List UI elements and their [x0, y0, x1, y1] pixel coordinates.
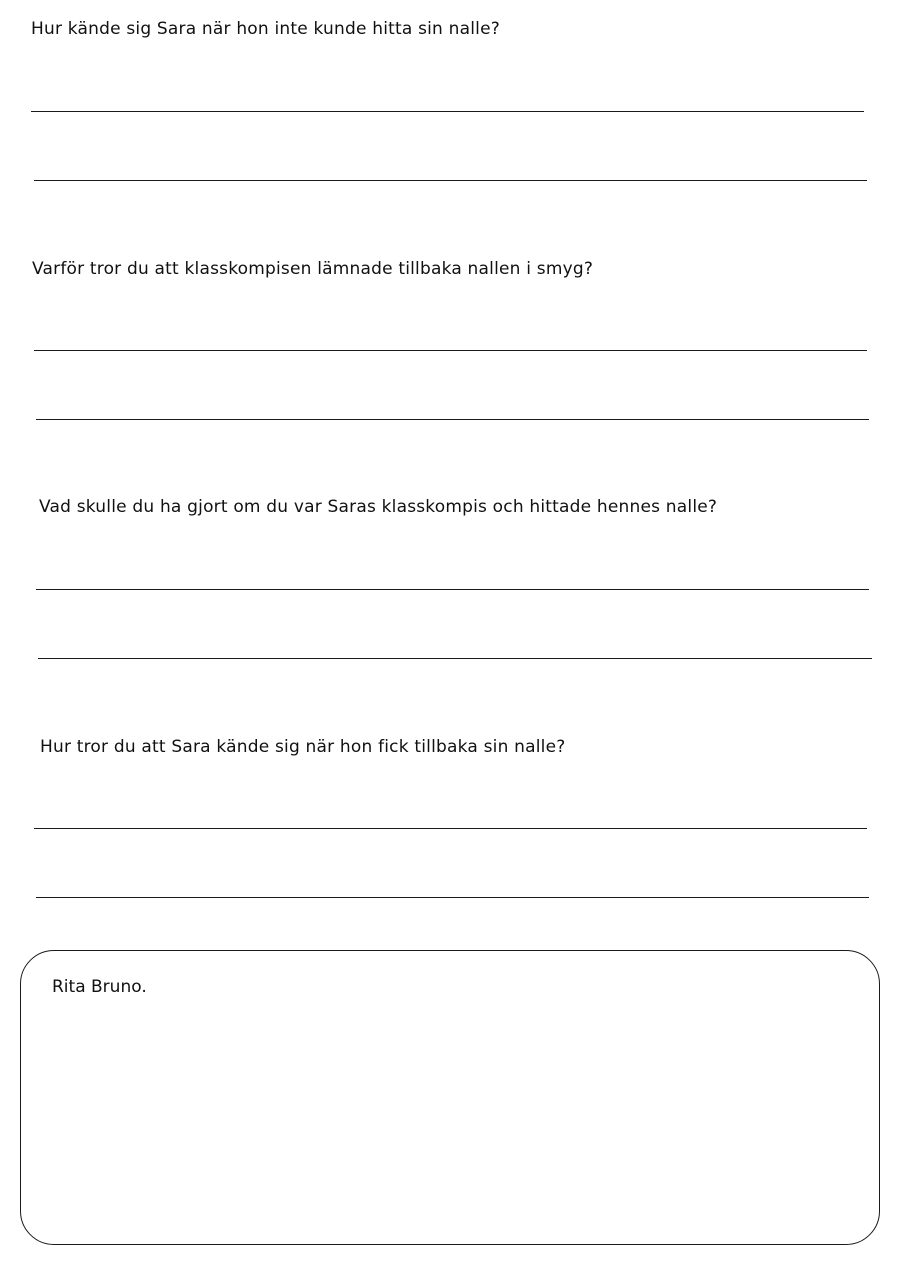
question-1: Hur kände sig Sara när hon inte kunde hitta sin nalle? — [31, 19, 500, 39]
answer-line-1b[interactable] — [34, 180, 867, 181]
question-2: Varför tror du att klasskompisen lämnade tillbaka nallen i smyg? — [32, 259, 594, 279]
answer-line-2a[interactable] — [34, 350, 867, 351]
answer-line-4b[interactable] — [36, 897, 869, 898]
drawing-box[interactable] — [20, 950, 880, 1245]
answer-line-4a[interactable] — [34, 828, 867, 829]
answer-line-3b[interactable] — [38, 658, 872, 659]
answer-line-2b[interactable] — [36, 419, 869, 420]
question-3: Vad skulle du ha gjort om du var Saras klasskompis och hittade hennes nalle? — [39, 497, 718, 517]
question-4: Hur tror du att Sara kände sig när hon fick tillbaka sin nalle? — [40, 737, 566, 757]
drawing-box-label: Rita Bruno. — [52, 977, 147, 997]
answer-line-3a[interactable] — [36, 589, 869, 590]
answer-line-1a[interactable] — [31, 111, 864, 112]
